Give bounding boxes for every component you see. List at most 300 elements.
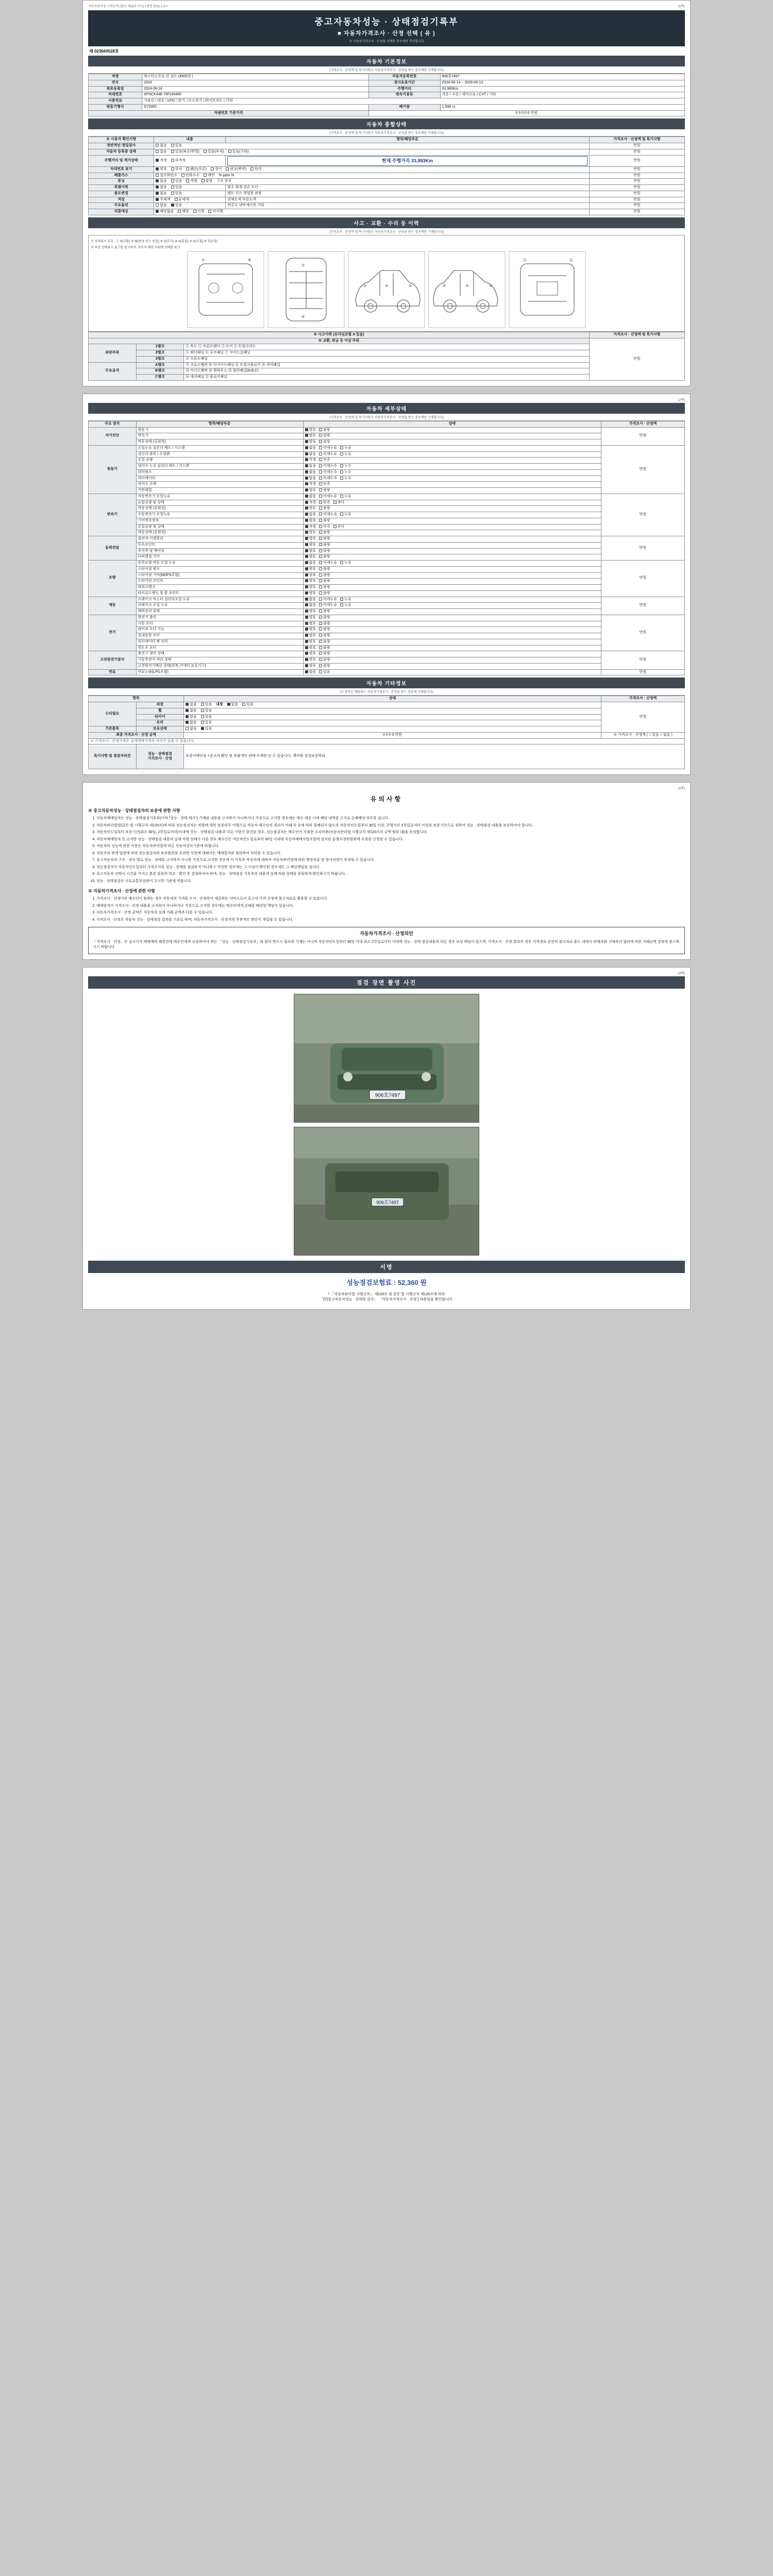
checkbox-icon[interactable]	[305, 513, 308, 516]
detail-options-1-3[interactable]	[303, 464, 601, 470]
checkbox-4-3-0[interactable]	[305, 579, 316, 584]
checkbox-icon[interactable]	[305, 428, 308, 431]
checkbox-icon[interactable]	[340, 452, 343, 455]
checkbox-1-1-0[interactable]	[305, 452, 316, 457]
checkbox-5-0-0[interactable]	[305, 598, 316, 602]
checkbox-glass-yes[interactable]: 있음	[201, 721, 212, 725]
checkbox-6-1-1[interactable]	[319, 622, 330, 626]
checkbox-usage-yes[interactable]: 있음	[171, 192, 182, 196]
table-row[interactable]	[89, 542, 685, 548]
table-row[interactable]	[89, 530, 685, 536]
checkbox-0-0-0[interactable]	[305, 428, 316, 433]
checkbox-7-2-0[interactable]	[305, 664, 316, 669]
checkbox-icon[interactable]	[319, 622, 322, 625]
checkbox-0-0-1[interactable]	[319, 428, 330, 433]
table-row[interactable]	[89, 149, 685, 155]
checkbox-icon[interactable]	[319, 585, 322, 588]
checkbox-1-5-0[interactable]	[305, 477, 316, 481]
checkbox-color-chroma[interactable]: 유채색	[175, 198, 189, 202]
checkbox-7-0-1[interactable]	[319, 652, 330, 656]
checkbox-yes-0[interactable]: 있음	[171, 144, 182, 148]
checkbox-option-yes[interactable]: 있음	[171, 204, 182, 208]
detail-options-7-1[interactable]	[303, 657, 601, 664]
checkbox-option-none[interactable]: 없음	[156, 204, 167, 208]
checkbox-3-1-0[interactable]	[305, 543, 316, 548]
detail-options-1-5[interactable]	[303, 476, 601, 482]
table-row[interactable]	[89, 657, 685, 664]
checkbox-1-5-2[interactable]	[340, 477, 351, 481]
checkbox-special-none[interactable]: 없음	[156, 185, 167, 190]
checkbox-icon[interactable]	[340, 603, 343, 606]
checkbox-icon[interactable]	[305, 646, 308, 649]
detail-options-8-0[interactable]	[303, 669, 601, 675]
checkbox-icon[interactable]	[305, 598, 308, 601]
checkbox-6-3-1[interactable]	[319, 634, 330, 638]
checkbox-recall-notdone[interactable]: 미이행	[208, 210, 223, 214]
checkbox-6-2-1[interactable]	[319, 628, 330, 632]
checkbox-icon[interactable]	[319, 458, 322, 461]
table-row[interactable]	[89, 663, 685, 669]
checkbox-1-5-1[interactable]	[319, 477, 337, 481]
table-row[interactable]	[89, 457, 685, 464]
checkbox-3-2-0[interactable]	[305, 549, 316, 554]
checkbox-icon[interactable]	[319, 549, 322, 552]
checkbox-1-0-0[interactable]	[305, 446, 316, 451]
detail-options-2-5[interactable]	[303, 524, 601, 530]
table-row[interactable]	[89, 209, 685, 215]
checkbox-3-0-1[interactable]	[319, 537, 330, 541]
checkbox-3-0-0[interactable]	[305, 537, 316, 541]
checkbox-2-5-2[interactable]	[333, 525, 345, 530]
table-row[interactable]	[89, 482, 685, 488]
detail-options-5-2[interactable]	[303, 609, 601, 615]
checkbox-4-1-0[interactable]	[305, 567, 316, 572]
checkbox-icon[interactable]	[319, 616, 322, 619]
checkbox-icon[interactable]	[319, 495, 322, 498]
table-row[interactable]	[89, 518, 685, 524]
checkbox-4-1-1[interactable]	[319, 567, 330, 572]
checkbox-5-2-1[interactable]	[319, 609, 330, 614]
checkbox-icon[interactable]	[319, 628, 322, 631]
checkbox-icon[interactable]	[305, 531, 308, 534]
checkbox-icon[interactable]	[319, 525, 322, 528]
table-row[interactable]	[89, 561, 685, 567]
table-row[interactable]	[89, 615, 685, 621]
checkbox-icon[interactable]	[340, 513, 343, 516]
table-row[interactable]	[89, 597, 685, 603]
checkbox-icon[interactable]	[340, 446, 343, 449]
checkbox-1-2-1[interactable]	[319, 458, 330, 463]
checkbox-icon[interactable]	[305, 634, 308, 637]
checkbox-exterior-none[interactable]: 없음	[186, 703, 197, 707]
checkbox-icon[interactable]	[319, 646, 322, 649]
checkbox-interior-none[interactable]: 없음	[227, 703, 239, 707]
checkbox-2-5-1[interactable]	[319, 525, 330, 530]
checkbox-1-4-1[interactable]	[319, 470, 337, 475]
detail-options-4-2[interactable]	[303, 572, 601, 579]
checkbox-0-2-0[interactable]	[305, 440, 316, 445]
detail-options-6-0[interactable]	[303, 615, 601, 621]
checkbox-2-1-1[interactable]	[319, 501, 330, 505]
checkbox-5-0-2[interactable]	[340, 598, 351, 602]
checkbox-2-6-0[interactable]	[305, 531, 316, 535]
checkbox-basic-yes[interactable]: 있음	[201, 727, 212, 732]
checkbox-icon[interactable]	[319, 658, 322, 661]
checkbox-4-4-0[interactable]	[305, 585, 316, 590]
checkbox-hc[interactable]: 탄화수소	[181, 174, 199, 178]
detail-options-2-4[interactable]	[303, 518, 601, 524]
checkbox-1-4-0[interactable]	[305, 470, 316, 475]
checkbox-6-5-1[interactable]	[319, 646, 330, 651]
rank-1-parts[interactable]: ① 후드 ② 프론트펜더 ③ 도어 ④ 트렁크리드	[184, 344, 590, 350]
checkbox-icon[interactable]	[305, 488, 308, 492]
checkbox-6-5-0[interactable]	[305, 646, 316, 651]
checkbox-tuning-none[interactable]: 없음	[156, 179, 167, 184]
checkbox-icon[interactable]	[319, 579, 322, 582]
table-row[interactable]	[89, 143, 685, 149]
checkbox-tire-none[interactable]: 없음	[186, 715, 197, 720]
checkbox-basic-none[interactable]: 없음	[186, 727, 197, 732]
checkbox-2-3-1[interactable]	[319, 513, 337, 517]
checkbox-recall-done[interactable]: 이행	[193, 210, 205, 214]
table-row[interactable]	[89, 548, 685, 554]
table-row[interactable]	[89, 197, 685, 203]
table-row[interactable]	[89, 536, 685, 543]
checkbox-icon[interactable]	[319, 609, 322, 613]
checkbox-icon[interactable]	[333, 501, 337, 504]
checkbox-icon[interactable]	[305, 585, 308, 588]
checkbox-vin-damage[interactable]: 훼손(오손)	[186, 167, 207, 172]
checkbox-glass-none[interactable]: 없음	[186, 721, 197, 725]
checkbox-icon[interactable]	[305, 658, 308, 661]
checkbox-4-0-1[interactable]	[319, 561, 337, 566]
table-row[interactable]	[89, 203, 685, 209]
checkbox-icon[interactable]	[305, 622, 308, 625]
table-row[interactable]	[89, 451, 685, 457]
table-row[interactable]	[89, 590, 685, 597]
detail-options-6-5[interactable]	[303, 645, 601, 651]
table-row[interactable]	[89, 572, 685, 579]
checkbox-5-1-0[interactable]	[305, 603, 316, 608]
table-row[interactable]	[89, 726, 685, 733]
checkbox-icon[interactable]	[305, 452, 308, 455]
rank-2-parts[interactable]: ⑤ 쿼터패널 ⑥ 루프패널 ⑦ 사이드실패널	[184, 350, 590, 357]
checkbox-icon[interactable]	[319, 543, 322, 546]
checkbox-icon[interactable]	[319, 561, 322, 564]
rank-b-parts[interactable]: ⑬ 사이드멤버 ⑭ 휠하우스 ⑮ 필러패널(A,B,C)	[184, 368, 590, 375]
checkbox-icon[interactable]	[319, 440, 322, 443]
detail-options-3-0[interactable]	[303, 536, 601, 543]
checkbox-icon[interactable]	[305, 664, 308, 667]
checkbox-icon[interactable]	[319, 598, 322, 601]
checkbox-vin-corrosion[interactable]: 부식	[171, 167, 182, 172]
checkbox-4-4-1[interactable]	[319, 585, 330, 590]
checkbox-icon[interactable]	[319, 470, 322, 473]
detail-options-6-3[interactable]	[303, 633, 601, 639]
detail-options-0-1[interactable]	[303, 433, 601, 439]
detail-options-2-2[interactable]	[303, 506, 601, 512]
checkbox-icon[interactable]	[305, 609, 308, 613]
checkbox-1-2-0[interactable]	[305, 458, 316, 463]
checkbox-special-yes[interactable]: 있음	[171, 185, 182, 190]
checkbox-4-0-0[interactable]	[305, 561, 316, 566]
detail-options-1-4[interactable]	[303, 469, 601, 476]
table-row[interactable]	[89, 585, 685, 591]
table-row[interactable]	[89, 488, 685, 494]
checkbox-5-2-0[interactable]	[305, 609, 316, 614]
detail-options-4-3[interactable]	[303, 579, 601, 585]
checkbox-1-6-0[interactable]	[305, 482, 316, 487]
checkbox-7-0-0[interactable]	[305, 652, 316, 656]
checkbox-icon[interactable]	[305, 567, 308, 570]
checkbox-2-2-1[interactable]	[319, 506, 330, 511]
checkbox-4-5-0[interactable]	[305, 591, 316, 596]
detail-options-0-0[interactable]	[303, 427, 601, 433]
checkbox-icon[interactable]	[319, 555, 322, 558]
detail-options-3-3[interactable]	[303, 554, 601, 561]
detail-options-4-0[interactable]	[303, 561, 601, 567]
checkbox-icon[interactable]	[319, 488, 322, 492]
detail-options-6-1[interactable]	[303, 621, 601, 627]
checkbox-icon[interactable]	[340, 495, 343, 498]
table-row[interactable]	[89, 445, 685, 451]
checkbox-icon[interactable]	[319, 537, 322, 540]
checkbox-corrosion-1[interactable]: 있음(부식)	[204, 150, 224, 155]
checkbox-1-0-2[interactable]	[340, 446, 351, 451]
checkbox-icon[interactable]	[305, 525, 308, 528]
detail-options-3-2[interactable]	[303, 548, 601, 554]
table-row[interactable]	[89, 702, 685, 708]
checkbox-icon[interactable]	[319, 567, 322, 570]
checkbox-icon[interactable]	[333, 525, 337, 528]
checkbox-icon[interactable]	[305, 501, 308, 504]
checkbox-1-0-1[interactable]	[319, 446, 337, 451]
checkbox-1-1-2[interactable]	[340, 452, 351, 457]
checkbox-smoke[interactable]: 매연	[204, 174, 215, 178]
checkbox-icon[interactable]	[305, 616, 308, 619]
table-row[interactable]	[89, 714, 685, 720]
checkbox-0-1-1[interactable]	[319, 434, 330, 438]
detail-options-2-6[interactable]	[303, 530, 601, 536]
detail-options-6-2[interactable]	[303, 627, 601, 633]
checkbox-8-0-1[interactable]	[319, 670, 330, 675]
checkbox-icon[interactable]	[319, 664, 322, 667]
checkbox-6-2-0[interactable]	[305, 628, 316, 632]
checkbox-wheel-none[interactable]: 없음	[186, 709, 197, 714]
checkbox-icon[interactable]	[319, 519, 322, 522]
checkbox-icon[interactable]	[319, 634, 322, 637]
table-row[interactable]	[89, 433, 685, 439]
table-row[interactable]	[89, 524, 685, 530]
detail-options-4-1[interactable]	[303, 566, 601, 572]
checkbox-6-0-1[interactable]	[319, 616, 330, 620]
checkbox-0-1-0[interactable]	[305, 434, 316, 438]
checkbox-icon[interactable]	[319, 482, 322, 485]
checkbox-icon[interactable]	[319, 477, 322, 480]
checkbox-color-mono[interactable]: 무채색	[156, 198, 170, 202]
checkbox-recall-na[interactable]: 해당없음	[156, 210, 174, 214]
table-row[interactable]	[89, 512, 685, 518]
checkbox-2-2-0[interactable]	[305, 506, 316, 511]
checkbox-2-3-0[interactable]	[305, 513, 316, 517]
checkbox-1-1-1[interactable]	[319, 452, 337, 457]
detail-options-4-4[interactable]	[303, 585, 601, 591]
checkbox-0-2-1[interactable]	[319, 440, 330, 445]
checkbox-icon[interactable]	[305, 561, 308, 564]
checkbox-vin-good[interactable]: 양호	[156, 167, 167, 172]
checkbox-icon[interactable]	[305, 628, 308, 631]
checkbox-damage-1[interactable]: 있음(파손/변형)	[171, 150, 199, 155]
table-row[interactable]	[89, 566, 685, 572]
checkbox-icon[interactable]	[305, 477, 308, 480]
checkbox-2-4-0[interactable]	[305, 519, 316, 523]
table-row[interactable]	[89, 633, 685, 639]
checkbox-2-6-1[interactable]	[319, 531, 330, 535]
checkbox-exterior-yes[interactable]: 있음	[201, 703, 212, 707]
checkbox-icon[interactable]	[319, 591, 322, 595]
checkbox-icon[interactable]	[319, 506, 322, 510]
checkbox-icon[interactable]	[305, 652, 308, 655]
table-row[interactable]	[89, 554, 685, 561]
detail-options-1-0[interactable]	[303, 445, 601, 451]
checkbox-icon[interactable]	[305, 519, 308, 522]
checkbox-icon[interactable]	[319, 428, 322, 431]
checkbox-5-0-1[interactable]	[319, 598, 337, 602]
table-row[interactable]	[89, 708, 685, 714]
checkbox-none-1[interactable]: 없음	[156, 150, 167, 155]
checkbox-4-5-1[interactable]	[319, 591, 330, 596]
table-row[interactable]	[89, 439, 685, 446]
checkbox-icon[interactable]	[319, 531, 322, 534]
checkbox-icon[interactable]	[305, 555, 308, 558]
checkbox-icon[interactable]	[319, 652, 322, 655]
table-row[interactable]	[89, 639, 685, 645]
checkbox-4-0-2[interactable]	[340, 561, 351, 566]
checkbox-icon[interactable]	[340, 464, 343, 467]
table-row[interactable]	[89, 500, 685, 506]
checkbox-1-4-2[interactable]	[340, 470, 351, 475]
checkbox-usage-none[interactable]: 없음	[156, 192, 167, 196]
checkbox-6-4-0[interactable]	[305, 640, 316, 645]
checkbox-icon[interactable]	[305, 440, 308, 443]
checkbox-icon[interactable]	[305, 573, 308, 577]
table-row[interactable]	[89, 155, 685, 166]
checkbox-icon[interactable]	[340, 470, 343, 473]
detail-options-1-2[interactable]	[303, 457, 601, 464]
checkbox-icon[interactable]	[305, 543, 308, 546]
checkbox-wheel-yes[interactable]: 있음	[201, 709, 212, 714]
checkbox-tire-yes[interactable]: 있음	[201, 715, 212, 720]
detail-options-1-6[interactable]	[303, 482, 601, 488]
table-row[interactable]	[89, 579, 685, 585]
checkbox-2-0-0[interactable]	[305, 495, 316, 499]
checkbox-7-2-1[interactable]	[319, 664, 330, 669]
checkbox-3-3-1[interactable]	[319, 555, 330, 560]
checkbox-improper-2[interactable]: 부적정	[171, 159, 186, 163]
checkbox-icon[interactable]	[319, 434, 322, 437]
checkbox-icon[interactable]	[319, 670, 322, 673]
table-row[interactable]	[89, 191, 685, 197]
rank-3-parts[interactable]: ⑧ 프론트패널	[184, 356, 590, 362]
table-row[interactable]	[89, 506, 685, 512]
checkbox-icon[interactable]	[305, 670, 308, 673]
checkbox-none-0[interactable]: 없음	[156, 144, 167, 148]
table-row[interactable]	[89, 645, 685, 651]
checkbox-3-2-1[interactable]	[319, 549, 330, 554]
checkbox-1-3-0[interactable]	[305, 464, 316, 469]
checkbox-1-7-0[interactable]	[305, 488, 316, 493]
checkbox-1-6-1[interactable]	[319, 482, 330, 487]
checkbox-2-3-2[interactable]	[340, 513, 351, 517]
detail-options-2-3[interactable]	[303, 512, 601, 518]
checkbox-icon[interactable]	[305, 549, 308, 552]
checkbox-icon[interactable]	[305, 434, 308, 437]
checkbox-2-5-0[interactable]	[305, 525, 316, 530]
table-row[interactable]	[89, 609, 685, 615]
checkbox-2-0-2[interactable]	[340, 495, 351, 499]
table-row[interactable]	[89, 651, 685, 657]
checkbox-icon[interactable]	[305, 537, 308, 540]
detail-options-0-2[interactable]	[303, 439, 601, 446]
checkbox-3-1-1[interactable]	[319, 543, 330, 548]
table-row[interactable]	[89, 476, 685, 482]
detail-options-5-1[interactable]	[303, 603, 601, 609]
table-row[interactable]	[89, 603, 685, 609]
detail-options-1-1[interactable]	[303, 451, 601, 457]
checkbox-icon[interactable]	[305, 470, 308, 473]
table-row[interactable]	[89, 427, 685, 433]
checkbox-icon[interactable]	[305, 446, 308, 449]
checkbox-icon[interactable]	[305, 579, 308, 582]
checkbox-icon[interactable]	[340, 598, 343, 601]
table-row[interactable]	[89, 627, 685, 633]
checkbox-6-4-1[interactable]	[319, 640, 330, 645]
checkbox-icon[interactable]	[319, 640, 322, 643]
checkbox-5-1-2[interactable]	[340, 603, 351, 608]
detail-options-7-2[interactable]	[303, 663, 601, 669]
table-row[interactable]	[89, 173, 685, 179]
checkbox-icon[interactable]	[305, 464, 308, 467]
checkbox-2-4-1[interactable]	[319, 519, 330, 523]
checkbox-6-1-0[interactable]	[305, 622, 316, 626]
checkbox-icon[interactable]	[305, 495, 308, 498]
checkbox-2-1-0[interactable]	[305, 501, 316, 505]
table-row[interactable]	[89, 669, 685, 675]
table-row[interactable]	[89, 464, 685, 470]
checkbox-vin-different[interactable]: 상이	[211, 167, 222, 172]
checkbox-5-1-1[interactable]	[319, 603, 337, 608]
detail-options-6-4[interactable]	[303, 639, 601, 645]
checkbox-tuning-yes[interactable]: 있음	[171, 179, 182, 184]
checkbox-icon[interactable]	[340, 477, 343, 480]
checkbox-icon[interactable]	[305, 482, 308, 485]
detail-options-4-5[interactable]	[303, 590, 601, 597]
rank-c-parts[interactable]: ⑯ 대쉬패널 ⑰ 플로어패널	[184, 375, 590, 381]
checkbox-proper-2[interactable]: 적정	[156, 159, 167, 163]
checkbox-tuning-legal[interactable]: 적법	[186, 179, 197, 184]
detail-options-3-1[interactable]	[303, 542, 601, 548]
checkbox-icon[interactable]	[319, 464, 322, 467]
checkbox-3-3-0[interactable]	[305, 555, 316, 560]
remarks-text[interactable]: 보증어메인을 <중고차 확인 및 부품개인 판매 도매한 된 수 있습니다. 책차량 검성보증하되.	[184, 744, 685, 769]
detail-options-5-0[interactable]	[303, 597, 601, 603]
checkbox-4-3-1[interactable]	[319, 579, 330, 584]
checkbox-icon[interactable]	[340, 561, 343, 564]
checkbox-icon[interactable]	[319, 452, 322, 455]
checkbox-icon[interactable]	[305, 603, 308, 606]
checkbox-icon[interactable]	[305, 591, 308, 595]
checkbox-icon[interactable]	[319, 573, 322, 577]
